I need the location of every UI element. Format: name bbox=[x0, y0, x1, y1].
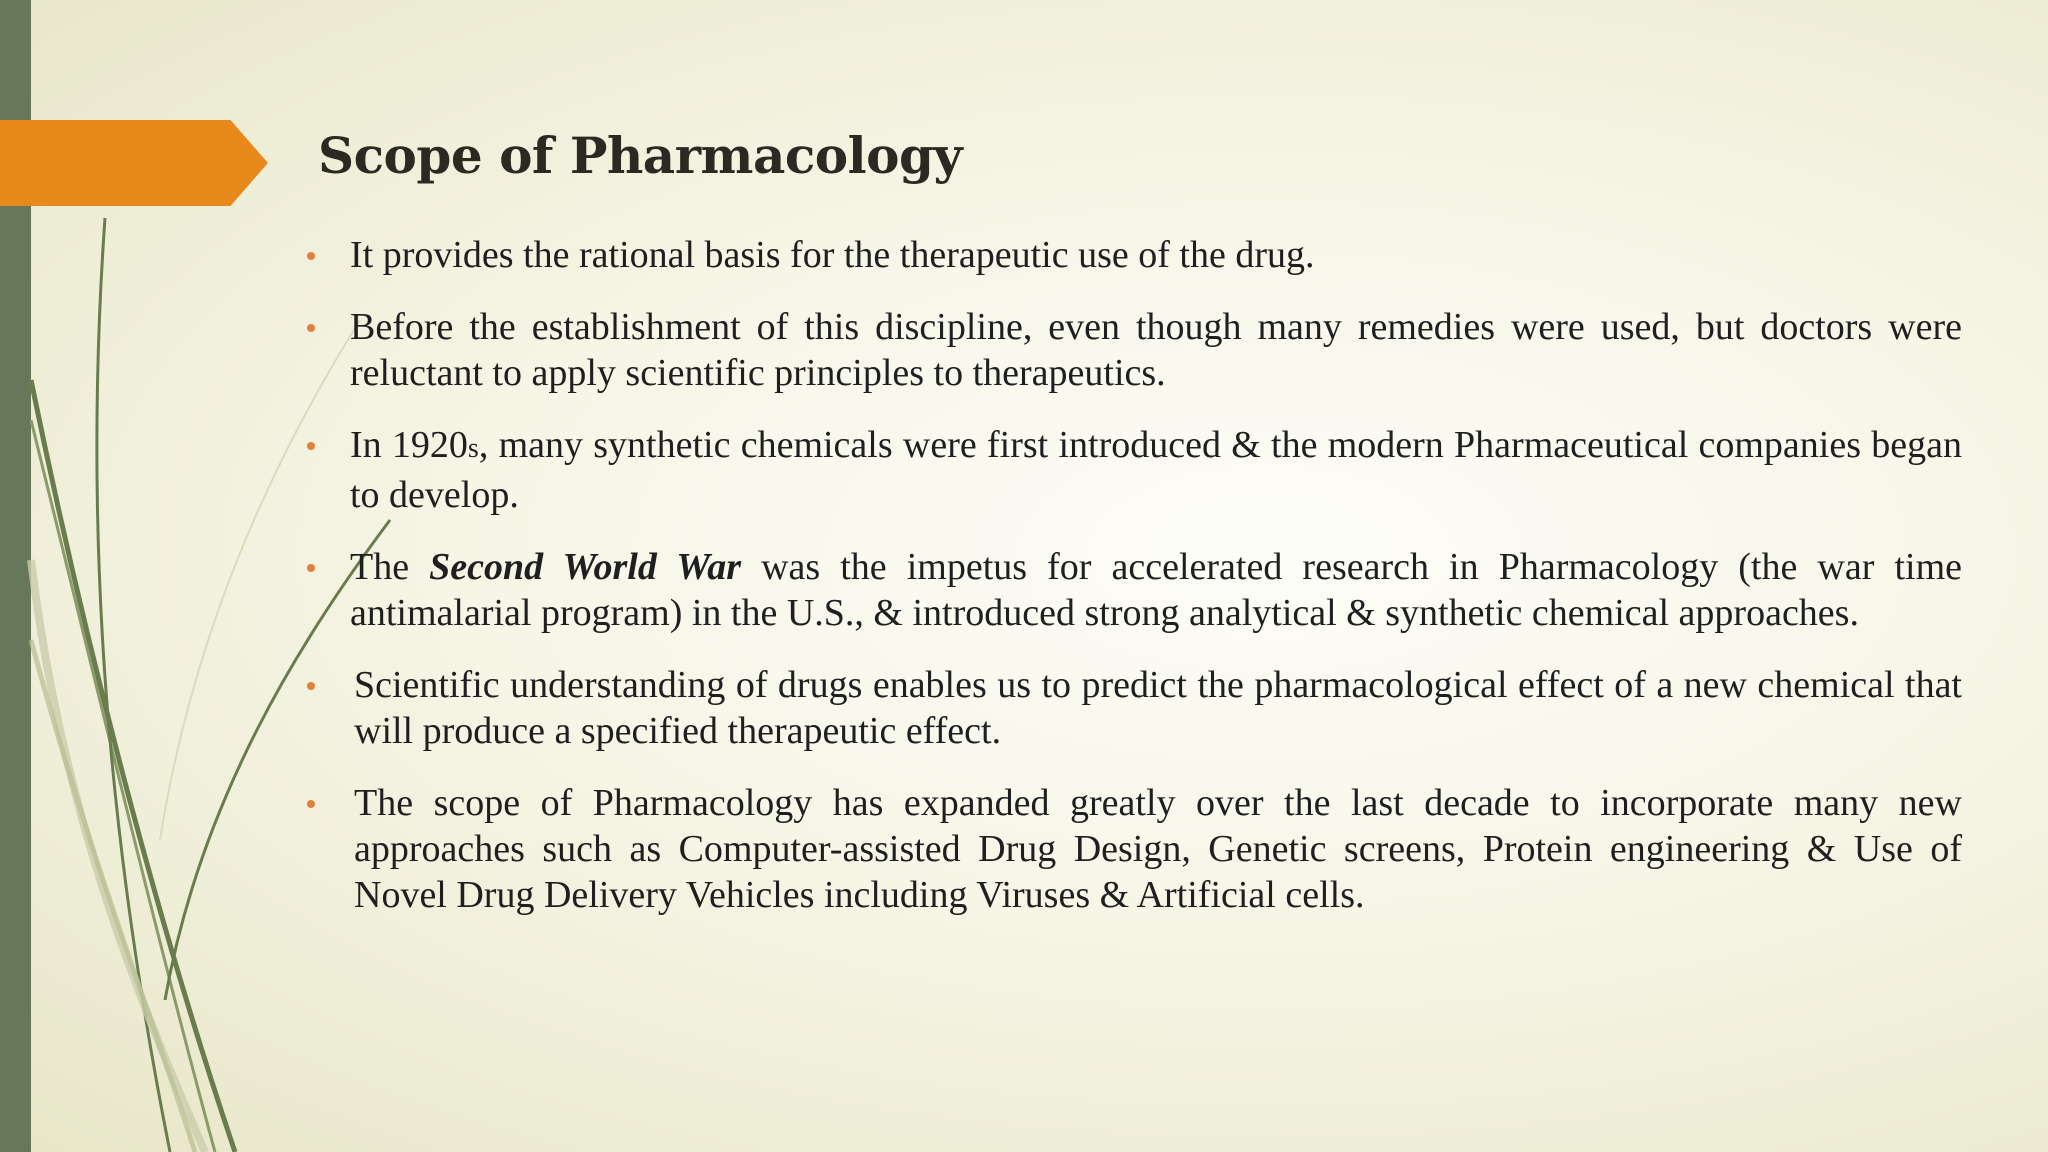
bullet-dot-icon bbox=[307, 564, 315, 572]
slide-title: Scope of Pharmacology bbox=[318, 126, 962, 185]
bullet-item bbox=[300, 780, 1962, 918]
bullet-item bbox=[300, 232, 1962, 278]
bullet-list bbox=[300, 232, 1962, 944]
bullet-item bbox=[300, 304, 1962, 396]
bullet-text: Scientific understanding of drugs enables us to predict the pharmacological effect of a new chemical that will produce a specified therapeutic effect. bbox=[354, 664, 1962, 752]
bullet-emphasis: Second World War bbox=[429, 546, 741, 588]
bullet-item bbox=[300, 544, 1962, 636]
bullet-item bbox=[300, 422, 1962, 518]
bullet-text: It provides the rational basis for the therapeutic use of the drug. bbox=[350, 234, 1315, 276]
bullet-text: The scope of Pharmacology has expanded greatly over the last decade to incorporate many new approaches such as Computer-assisted Drug Design, Genetic screens, Protein engineering & Use of Novel Drug Delivery Vehicles including Viruses & Artificial cells. bbox=[354, 782, 1962, 916]
swirl-line bbox=[31, 420, 215, 1152]
title-arrow-tab bbox=[0, 120, 268, 206]
bullet-text-small: s bbox=[467, 433, 479, 464]
swirl-line bbox=[31, 380, 235, 1152]
bullet-dot-icon bbox=[307, 252, 315, 260]
bullet-dot-icon bbox=[307, 682, 315, 690]
bullet-text-rest: was the impetus for accelerated research in Pharmacology (the war time antimalarial program) in the U.S., & introduced strong analytical & synthetic chemical approaches. bbox=[350, 546, 1962, 634]
bullet-item bbox=[300, 662, 1962, 754]
bullet-dot-icon bbox=[307, 442, 315, 450]
bullet-text-lead: The bbox=[350, 546, 430, 588]
bullet-text-rest: , many synthetic chemicals were first introduced & the modern Pharmaceutical companies began to develop. bbox=[350, 424, 1962, 516]
swirl-line bbox=[31, 560, 205, 1152]
swirl-line bbox=[97, 218, 170, 1152]
bullet-dot-icon bbox=[307, 800, 315, 808]
bullet-text: Before the establishment of this discipline, even though many remedies were used, but doctors were reluctant to apply scientific principles to therapeutics. bbox=[350, 306, 1962, 394]
bullet-dot-icon bbox=[307, 324, 315, 332]
bullet-text-lead: In 1920 bbox=[350, 424, 468, 466]
